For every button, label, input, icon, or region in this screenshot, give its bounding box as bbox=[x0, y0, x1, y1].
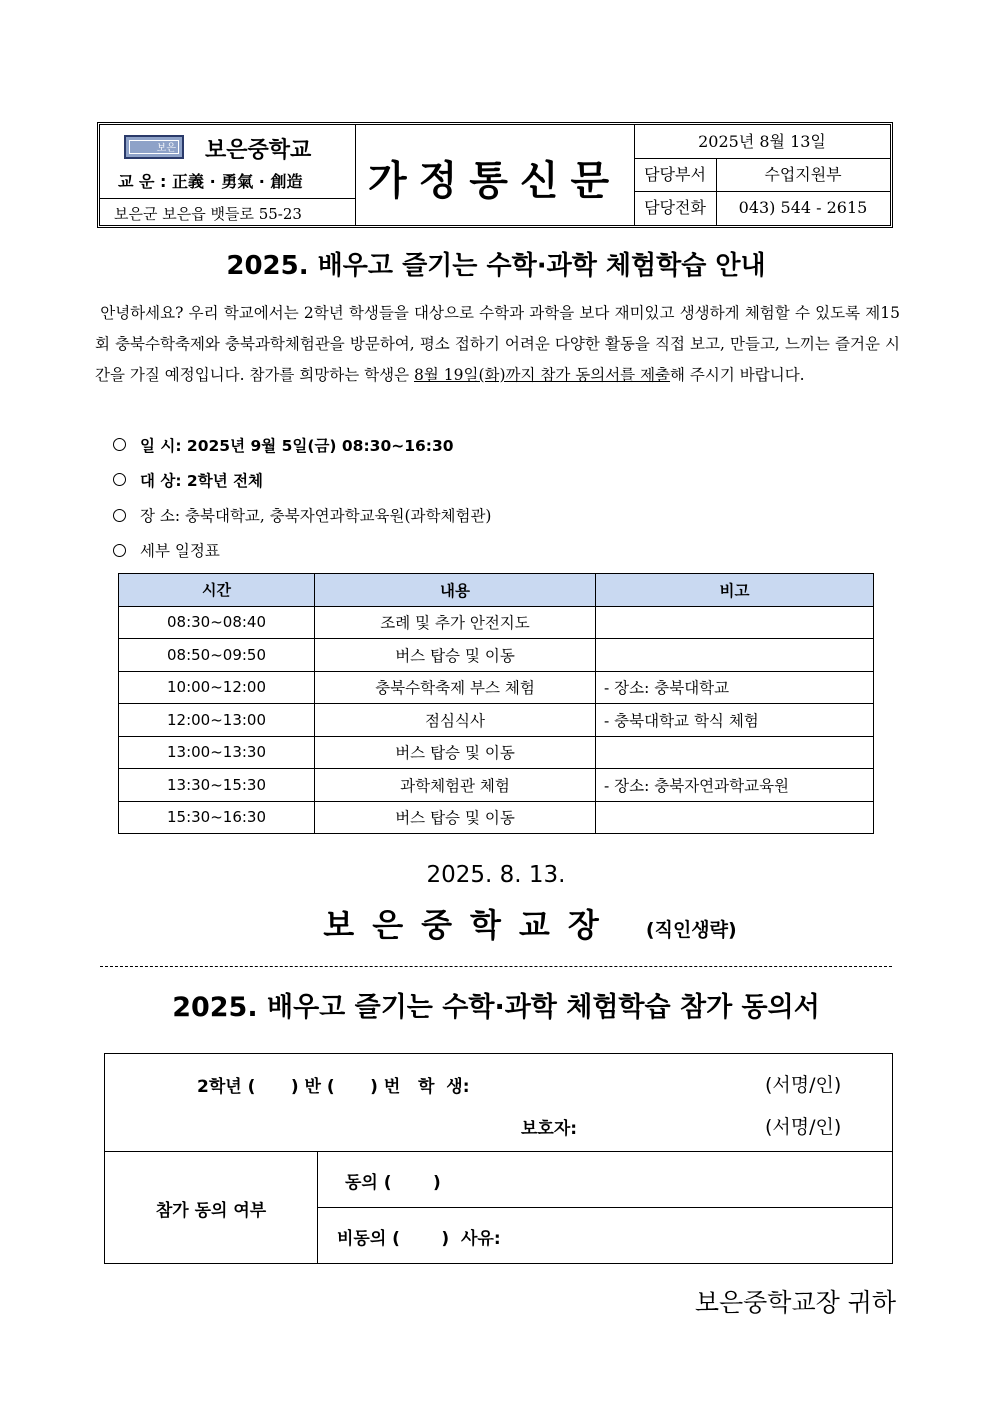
circle-bullet-icon bbox=[113, 438, 126, 451]
table-row bbox=[119, 606, 874, 639]
cell-note bbox=[596, 639, 874, 672]
school-name: 보은중학교 bbox=[205, 138, 312, 163]
cell-time: 12:00~13:00 bbox=[119, 704, 315, 737]
cell-time: 13:00~13:30 bbox=[119, 736, 315, 769]
cell-note bbox=[596, 736, 874, 769]
table-row bbox=[119, 801, 874, 834]
cell-time: 13:30~15:30 bbox=[119, 769, 315, 802]
guardian-sign[interactable]: (서명/인) bbox=[765, 1116, 842, 1138]
col-header-note: 비고 bbox=[596, 574, 874, 607]
circle-bullet-icon bbox=[113, 509, 126, 522]
circle-bullet-icon bbox=[113, 544, 126, 557]
cell-note bbox=[596, 606, 874, 639]
dept-value: 수업지원부 bbox=[764, 165, 842, 184]
cell-note bbox=[596, 801, 874, 834]
bullet-text: 대 상: 2학년 전체 bbox=[140, 472, 264, 490]
footer-addressee: 보은중학교장 귀하 bbox=[694, 1288, 896, 1317]
bullet-target bbox=[113, 469, 263, 491]
bullet-place bbox=[113, 504, 491, 526]
intro-deadline: 8월 19일(화)까지 참가 동의서를 제출 bbox=[413, 366, 671, 384]
cell-note: - 충북대학교 학식 체험 bbox=[596, 704, 874, 737]
bullet-schedule bbox=[113, 539, 220, 561]
table-row bbox=[119, 704, 874, 737]
cell-content: 버스 탑승 및 이동 bbox=[315, 639, 596, 672]
agree-option[interactable]: 동의 ( ) bbox=[345, 1173, 441, 1193]
bullet-date bbox=[113, 434, 454, 456]
cell-content: 버스 탑승 및 이동 bbox=[315, 736, 596, 769]
intro-paragraph bbox=[95, 298, 900, 391]
bullet-text: 세부 일정표 bbox=[140, 542, 220, 560]
dept-label: 담당부서 bbox=[644, 165, 706, 184]
circle-bullet-icon bbox=[113, 473, 126, 486]
principal-name: 보은중학교장 bbox=[323, 906, 617, 944]
consent-form bbox=[104, 1053, 893, 1264]
cell-time: 15:30~16:30 bbox=[119, 801, 315, 834]
principal-signature bbox=[0, 900, 992, 946]
disagree-option[interactable]: 비동의 ( ) 사유: bbox=[337, 1229, 501, 1249]
intro-text-end: 해 주시기 바랍니다. bbox=[670, 366, 805, 384]
cell-note: - 장소: 충북대학교 bbox=[596, 671, 874, 704]
issue-date: 2025. 8. 13. bbox=[426, 862, 566, 888]
bullet-text: 장 소: 충북대학교, 충북자연과학교육원(과학체험관) bbox=[140, 507, 492, 525]
cell-content: 조례 및 추가 안전지도 bbox=[315, 606, 596, 639]
cell-content: 버스 탑승 및 이동 bbox=[315, 801, 596, 834]
guardian-label[interactable]: 보호자: bbox=[521, 1119, 578, 1139]
phone-label: 담당전화 bbox=[644, 198, 706, 217]
table-row bbox=[119, 639, 874, 672]
logo-text: 보은 bbox=[156, 143, 176, 154]
cell-time: 08:50~09:50 bbox=[119, 639, 315, 672]
cell-content: 충북수학축제 부스 체험 bbox=[315, 671, 596, 704]
cell-content: 과학체험관 체험 bbox=[315, 769, 596, 802]
cut-line bbox=[100, 966, 892, 967]
school-motto: 교 운 : 正義 · 勇氣 · 創造 bbox=[118, 172, 303, 191]
bullet-text: 일 시: 2025년 9월 5일(금) 08:30~16:30 bbox=[140, 437, 454, 455]
school-info bbox=[100, 125, 355, 225]
phone-value: 043) 544 - 2615 bbox=[738, 198, 868, 217]
letter-header bbox=[97, 122, 893, 228]
schedule-table bbox=[118, 573, 874, 834]
principal-note: (직인생략) bbox=[645, 919, 737, 941]
cell-note: - 장소: 충북자연과학교육원 bbox=[596, 769, 874, 802]
col-header-content: 내용 bbox=[315, 574, 596, 607]
student-line[interactable]: 2학년 ( ) 반 ( ) 번 학 생: bbox=[197, 1077, 470, 1097]
school-logo bbox=[124, 135, 184, 159]
consent-title: 2025. 배우고 즐기는 수학·과학 체험학습 참가 동의서 bbox=[172, 992, 820, 1023]
doc-date: 2025년 8월 13일 bbox=[698, 132, 826, 151]
intro-text: 안녕하세요? 우리 학교에서는 2학년 학생들을 대상으로 수학과 과학을 보다 재미있고 생생하게 체험할 수 있도록 제15회 충북수학축제와 충북과학체험관을 방문하여, 평소 접하기 어려운 다양한 활동을 직접 보고, 만들고, 느끼는 즐거운 시간을 가질 예정입니다. 참가를 희망하는 학생은 bbox=[95, 304, 900, 384]
consent-row-label: 참가 동의 여부 bbox=[155, 1201, 267, 1221]
main-title: 2025. 배우고 즐기는 수학·과학 체험학습 안내 bbox=[226, 251, 766, 281]
doc-title: 가정통신문 bbox=[368, 158, 622, 204]
table-row bbox=[119, 671, 874, 704]
student-sign[interactable]: (서명/인) bbox=[765, 1074, 842, 1096]
col-header-time: 시간 bbox=[119, 574, 315, 607]
table-row bbox=[119, 736, 874, 769]
cell-time: 08:30~08:40 bbox=[119, 606, 315, 639]
school-address: 보은군 보은읍 뱃들로 55-23 bbox=[114, 205, 302, 223]
cell-content: 점심식사 bbox=[315, 704, 596, 737]
table-row bbox=[119, 769, 874, 802]
cell-time: 10:00~12:00 bbox=[119, 671, 315, 704]
table-header-row bbox=[119, 574, 874, 607]
